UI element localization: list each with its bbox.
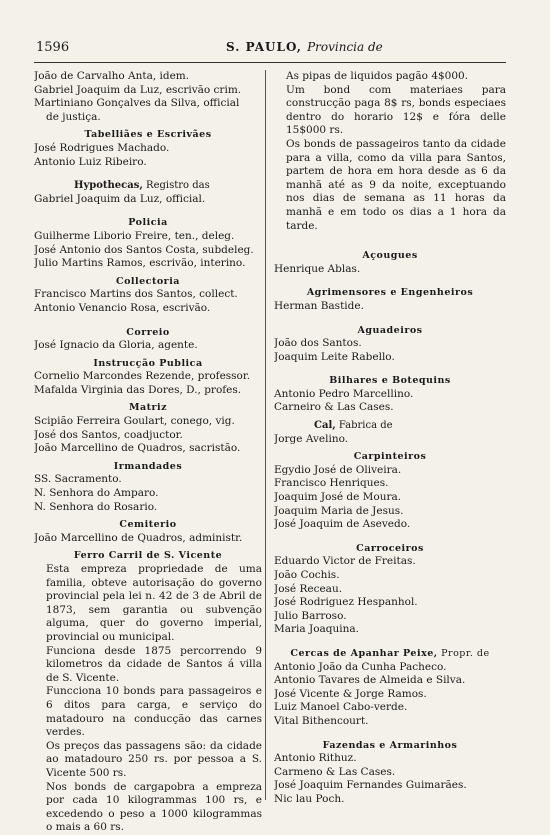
text-line: Antonio Rithuz.: [274, 752, 357, 765]
text-line: Herman Bastide.: [274, 299, 364, 312]
text-line: Henrique Ablas.: [274, 262, 361, 275]
text-line: Luiz Manoel Cabo-verde.: [274, 701, 408, 714]
text-line: José Rodrigues Machado.: [34, 141, 170, 154]
section-heading-cal: Cal, Fabrica de: [314, 420, 393, 432]
left-column: [34, 70, 262, 835]
text-line: N. Senhora do Rosario.: [34, 500, 158, 513]
section-heading-aguadeiros: Aguadeiros: [357, 324, 423, 336]
paragraph: Nos bonds de cargapobra a empreza por cada 10 kilogrammas 100 rs, e excedendo o peso a 1000 kilogrammas o mais a 60 rs.: [46, 780, 262, 834]
text-line: Guilherme Liborio Freire, ten., deleg.: [34, 229, 235, 242]
section-heading-bilhares: Bilhares e Botequins: [329, 375, 451, 387]
text-line: Antonio João da Cunha Pacheco.: [274, 660, 447, 673]
text-line: Maria Joaquina.: [274, 623, 359, 636]
text-line: Gabriel Joaquim da Luz, official.: [34, 192, 206, 205]
text-line: Nic lau Poch.: [274, 792, 345, 805]
section-heading-hypothecas: Hypothecas, Registro das: [74, 180, 210, 192]
section-heading-fazendas: Fazendas e Armarinhos: [322, 739, 458, 751]
header-rule: [34, 62, 506, 63]
section-heading-carpinteiros: Carpinteiros: [353, 451, 427, 463]
text-line: José dos Santos, coadjuctor.: [34, 428, 183, 441]
text-line: Eduardo Victor de Freitas.: [274, 555, 416, 568]
section-heading-policia: Policia: [128, 217, 168, 229]
page-subtitle: Provincia de: [307, 40, 383, 54]
text-line: Carmeno & Las Cases.: [274, 765, 396, 778]
section-heading-carroceiros: Carroceiros: [356, 542, 424, 554]
paragraph: Funciona desde 1875 percorrendo 9 kilometros da cidade de Santos á villa de S. Vicente.: [46, 644, 262, 684]
section-heading-collectoria: Collectoria: [116, 275, 180, 287]
text-line: Cornelio Marcondes Rezende, professor.: [34, 370, 251, 383]
text-line: Julio Barroso.: [274, 609, 347, 622]
text-line: Mafalda Virginia das Dores, D., profes.: [34, 383, 242, 396]
page-header: [36, 40, 506, 62]
text-line: Joaquim José de Moura.: [274, 491, 402, 504]
paragraph: Os bonds de passageiros tanto da cidade para a villa, como da villa para Santos, partem de hora em hora desde as 6 da manhã até as 9 da noite, exceptuando nos dias de semana as 11 horas da manhã e em todo os dias a 1 hora da tarde.: [286, 137, 506, 232]
paragraph: Funcciona 10 bonds para passageiros e 6 ditos para carga, e serviço do matadouro na conducção das carnes verdes.: [46, 685, 262, 739]
page-title: S. PAULO, Provincia de: [226, 40, 383, 54]
text-line: José Rodriguez Hespanhol.: [274, 596, 418, 609]
text-line: José Joaquim de Asevedo.: [274, 518, 411, 531]
section-heading-irmandades: Irmandades: [113, 460, 183, 472]
paragraph: Um bond com materiaes para construcção paga 8$ rs, bonds especiaes dentro do horario 12$ e fóra delle 15$000 rs.: [286, 83, 506, 137]
text-line: Francisco Martins dos Santos, collect.: [34, 288, 238, 301]
text-line: João dos Santos.: [274, 337, 362, 350]
text-line: Joaquim Leite Rabello.: [274, 350, 395, 363]
section-heading-cemiterio: Cemiterio: [119, 519, 177, 531]
section-heading-agrimensores: Agrimensores e Engenheiros: [306, 287, 474, 299]
section-heading-ferro-carril: Ferro Carril de S. Vicente: [73, 550, 223, 562]
section-heading-instruccao: Instrucção Publica: [93, 357, 203, 369]
text-line: de justiça.: [46, 110, 101, 123]
column-divider: [265, 70, 266, 800]
text-line: Francisco Henriques.: [274, 477, 389, 490]
text-line: José Joaquim Fernandes Guimarães.: [274, 779, 467, 792]
paragraph: Esta empreza propriedade de uma familia, obteve autorisação do governo provincial pela lei n. 42 de 3 de Abril de 1873, sem garantia ou subvenção alguma, quer do governo imperial, provincial ou municipal.: [46, 563, 262, 643]
text-line: José Antonio dos Santos Costa, subdeleg.: [34, 243, 254, 256]
text-line: Carneiro & Las Cases.: [274, 401, 394, 414]
section-heading-matriz: Matriz: [128, 402, 168, 414]
right-column: [274, 70, 506, 807]
section-heading-correio: Correio: [126, 326, 170, 338]
text-line: João Marcellino de Quadros, administr.: [34, 531, 243, 544]
page-number: 1596: [36, 40, 70, 55]
text-line: N. Senhora do Amparo.: [34, 487, 159, 500]
text-line: Antonio Venancio Rosa, escrivão.: [34, 301, 211, 314]
text-line: José Vicente & Jorge Ramos.: [274, 687, 427, 700]
text-line: Martiniano Gonçalves da Silva, official: [34, 97, 240, 110]
text-line: José Receau.: [274, 582, 343, 595]
section-heading-acougues: Açougues: [362, 250, 418, 262]
text-line: Jorge Avelino.: [274, 432, 349, 445]
paragraph: Os preços das passagens são: da cidade ao matadouro 250 rs. por pessoa a S. Vicente 500 rs.: [46, 739, 262, 779]
section-heading-tabelliaes: Tabelliães e Escrivães: [84, 129, 212, 141]
paragraph: As pipas de liquidos pagão 4$000.: [286, 70, 469, 82]
text-line: Vital Bithencourt.: [274, 714, 369, 727]
text-line: Gabriel Joaquim da Luz, escrivão crim.: [34, 83, 242, 96]
text-line: José Ignacio da Gloria, agente.: [34, 339, 198, 352]
text-line: Antonio Luiz Ribeiro.: [34, 155, 147, 168]
text-line: Julio Martins Ramos, escrivão, interino.: [34, 257, 246, 270]
text-line: Antonio Pedro Marcellino.: [274, 387, 414, 400]
text-line: SS. Sacramento.: [34, 473, 122, 486]
section-heading-cercas: Cercas de Apanhar Peixe, Propr. de: [290, 647, 490, 659]
text-line: Egydio José de Oliveira.: [274, 463, 402, 476]
text-line: João Cochis.: [274, 569, 340, 581]
text-line: Scipião Ferreira Goulart, conego, vig.: [34, 415, 235, 428]
text-line: Joaquim Maria de Jesus.: [274, 504, 404, 517]
text-line: João Marcellino de Quadros, sacristão.: [34, 442, 241, 455]
text-line: João de Carvalho Anta, idem.: [34, 70, 190, 82]
text-line: Antonio Tavares de Almeida e Silva.: [274, 674, 466, 687]
